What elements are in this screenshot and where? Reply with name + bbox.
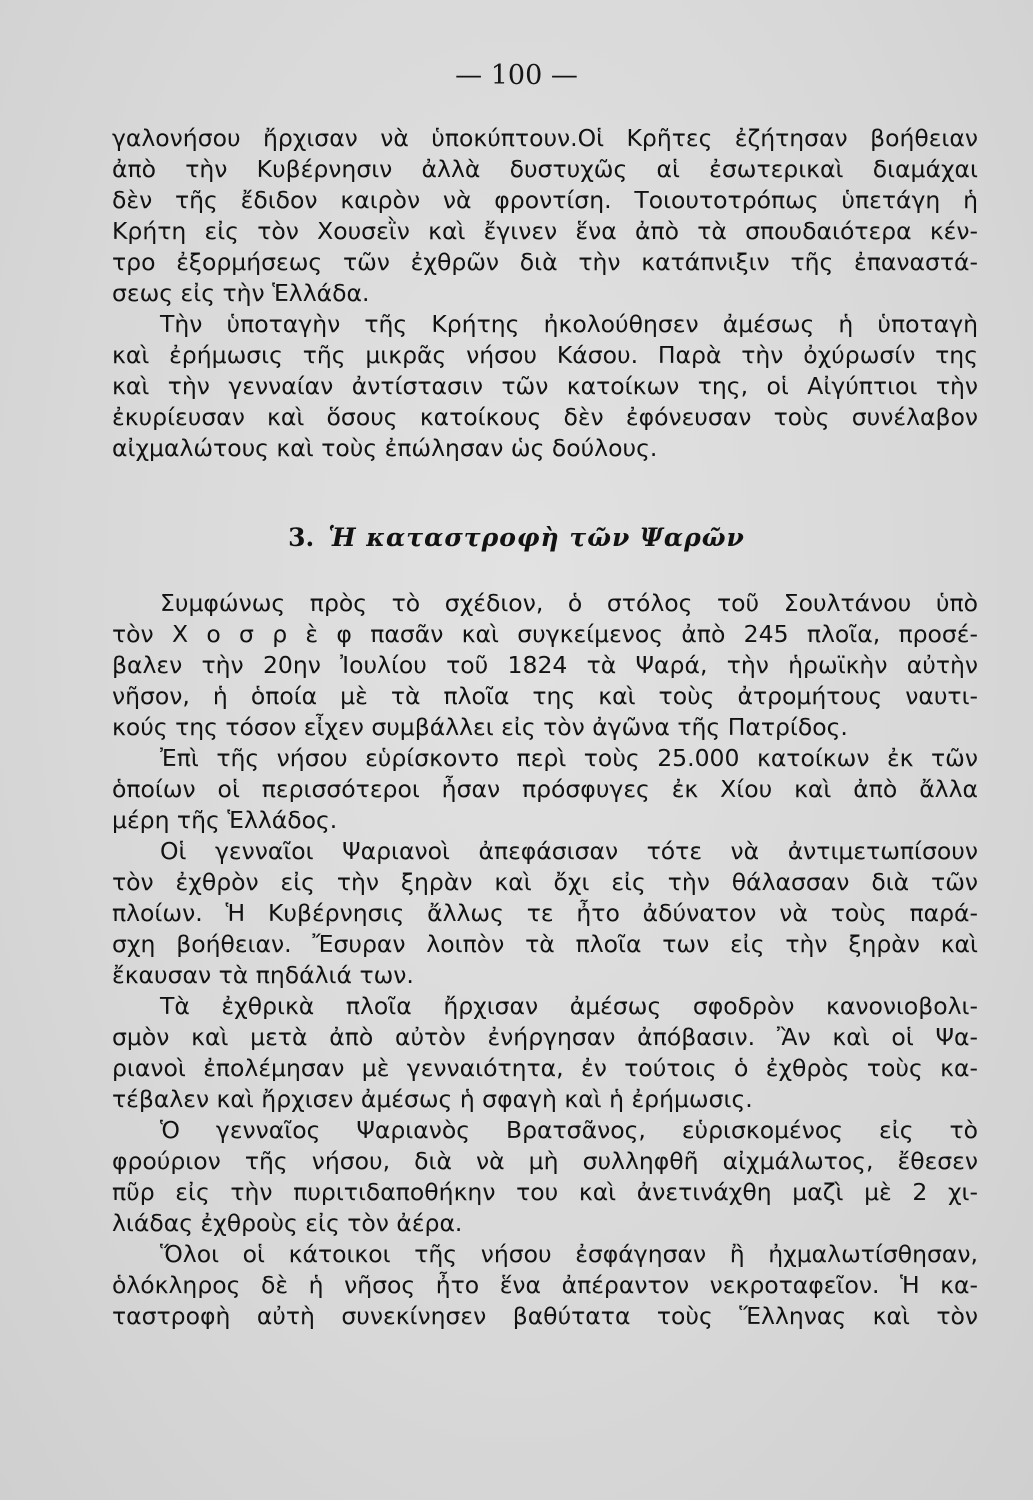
text-line: αἰχμαλώτους καὶ τοὺς ἐπώλησαν ὡς δούλους. xyxy=(112,434,658,462)
text-line: Ἐπὶ τῆς νήσου εὑρίσκοντο περὶ τοὺς 25.000 κατοίκων ἐκ τῶν xyxy=(160,744,978,772)
text-line: σμὸν καὶ μετὰ ἀπὸ αὐτὸν ἐνήργησαν ἀπόβασιν. Ἂν καὶ οἱ Ψα- xyxy=(112,1023,978,1051)
text-line: βαλεν τὴν 20ην Ἰουλίου τοῦ 1824 τὰ Ψαρά, τὴν ἡρωϊκὴν αὐτὴν xyxy=(112,651,978,679)
text-line: τὸν Χ ο σ ρ ὲ φ πασᾶν καὶ συγκείμενος ἀπὸ 245 πλοῖα, προσέ- xyxy=(112,620,978,648)
text-line: ὁποίων οἱ περισσότεροι ἦσαν πρόσφυγες ἐκ Χίου καὶ ἀπὸ ἄλλα xyxy=(112,775,978,803)
paragraph-block-psara xyxy=(112,588,978,1332)
text-line: Ὁ γενναῖος Ψαριανὸς Βρατσᾶνος, εὑρισκομένος εἰς τὸ xyxy=(160,1116,978,1144)
text-line: τὸν ἐχθρὸν εἰς τὴν ξηρὰν καὶ ὄχι εἰς τὴν θάλασσαν διὰ τῶν xyxy=(112,868,978,896)
text-line: Συμφώνως πρὸς τὸ σχέδιον, ὁ στόλος τοῦ Σουλτάνου ὑπὸ xyxy=(160,589,978,617)
text-line: Τὰ ἐχθρικὰ πλοῖα ἤρχισαν ἀμέσως σφοδρὸν κανονιοβολι- xyxy=(160,992,978,1020)
text-line: δὲν τῆς ἔδιδον καιρὸν νὰ φροντίση. Τοιουτοτρόπως ὑπετάγη ἡ xyxy=(112,186,978,214)
text-line: πλοίων. Ἡ Κυβέρνησις ἄλλως τε ἦτο ἀδύνατον νὰ τοὺς παρά- xyxy=(112,899,978,927)
paragraph-block-crete-kasos xyxy=(112,123,978,464)
text-line: κούς της τόσον εἶχεν συμβάλλει εἰς τὸν ἀγῶνα τῆς Πατρίδος. xyxy=(112,713,848,741)
text-line: πῦρ εἰς τὴν πυριτιδαποθήκην του καὶ ἀνετινάχθη μαζὶ μὲ 2 χι- xyxy=(112,1178,978,1206)
text-line: Τὴν ὑποταγὴν τῆς Κρήτης ἠκολούθησεν ἀμέσως ἡ ὑποταγὴ xyxy=(160,310,978,338)
text-line: Κρήτη εἰς τὸν Χουσεῒν καὶ ἔγινεν ἕνα ἀπὸ τὰ σπουδαιότερα κέν- xyxy=(112,217,978,245)
text-line: λιάδας ἐχθροὺς εἰς τὸν ἀέρα. xyxy=(112,1209,463,1237)
page-number: — 100 — xyxy=(455,60,578,91)
text-line: φρούριον τῆς νήσου, διὰ νὰ μὴ συλληφθῆ αἰχμάλωτος, ἔθεσεν xyxy=(112,1147,978,1175)
text-line: σχη βοήθειαν. Ἔσυραν λοιπὸν τὰ πλοῖα των εἰς τὴν ξηρὰν καὶ xyxy=(112,930,978,958)
text-line: καὶ τὴν γενναίαν ἀντίστασιν τῶν κατοίκων της, οἱ Αἰγύπτιοι τὴν xyxy=(112,372,978,400)
section-heading xyxy=(0,523,1033,552)
text-line: ἔκαυσαν τὰ πηδάλιά των. xyxy=(112,961,414,989)
text-line: μέρη τῆς Ἑλλάδος. xyxy=(112,806,338,834)
text-line: νῆσον, ἡ ὁποία μὲ τὰ πλοῖα της καὶ τοὺς ἀτρομήτους ναυτι- xyxy=(112,682,978,710)
text-line: γαλονήσου ἤρχισαν νὰ ὑποκύπτουν.Οἱ Κρῆτες ἐζήτησαν βοήθειαν xyxy=(112,124,978,152)
section-number: 3. xyxy=(288,523,315,552)
section-title: Ἡ καταστροφὴ τῶν Ψαρῶν xyxy=(328,523,745,552)
text-line: ὁλόκληρος δὲ ἡ νῆσος ἦτο ἕνα ἀπέραντον νεκροταφεῖον. Ἡ κα- xyxy=(112,1271,978,1299)
text-line: τέβαλεν καὶ ἤρχισεν ἀμέσως ἡ σφαγὴ καὶ ἡ ἐρήμωσις. xyxy=(112,1085,753,1113)
text-line: Ὅλοι οἱ κάτοικοι τῆς νήσου ἐσφάγησαν ἢ ἠχμαλωτίσθησαν, xyxy=(160,1240,978,1268)
text-line: σεως εἰς τὴν Ἑλλάδα. xyxy=(112,279,370,307)
text-line: ἀπὸ τὴν Κυβέρνησιν ἀλλὰ δυστυχῶς αἱ ἐσωτερικαὶ διαμάχαι xyxy=(112,155,978,183)
text-line: καὶ ἐρήμωσις τῆς μικρᾶς νήσου Κάσου. Παρὰ τὴν ὀχύρωσίν της xyxy=(112,341,978,369)
text-line: ταστροφὴ αὐτὴ συνεκίνησεν βαθύτατα τοὺς Ἕλληνας καὶ τὸν xyxy=(112,1302,978,1330)
text-line: ἐκυρίευσαν καὶ ὅσους κατοίκους δὲν ἐφόνευσαν τοὺς συνέλαβον xyxy=(112,403,978,431)
text-line: Οἱ γενναῖοι Ψαριανοὶ ἀπεφάσισαν τότε νὰ ἀντιμετωπίσουν xyxy=(160,837,978,865)
text-line: τρο ἐξορμήσεως τῶν ἐχθρῶν διὰ τὴν κατάπνιξιν τῆς ἐπαναστά- xyxy=(112,248,978,276)
text-line: ριανοὶ ἐπολέμησαν μὲ γενναιότητα, ἐν τούτοις ὁ ἐχθρὸς τοὺς κα- xyxy=(112,1054,978,1082)
